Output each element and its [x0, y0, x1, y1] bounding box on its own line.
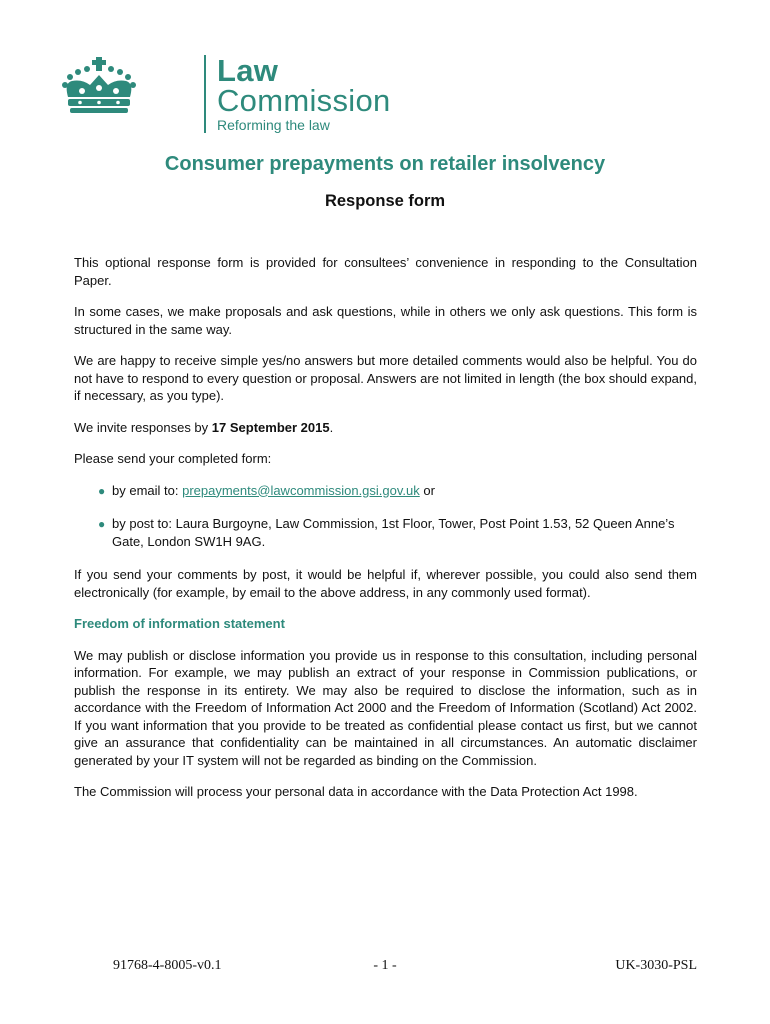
structure-paragraph: In some cases, we make proposals and ask questions, while in others we only ask questions. This form is structured in the same way. [74, 304, 697, 337]
email-link[interactable]: prepayments@lawcommission.gsi.gov.uk [182, 482, 420, 498]
email-prefix: by email to: [112, 482, 183, 498]
send-methods-list [74, 482, 697, 551]
electronic-paragraph: If you send your comments by post, it would be helpful if, wherever possible, you could also send them electronically (for example, by email to the above address, in any commonly used format). [74, 567, 697, 600]
send-instructions: Please send your completed form: [74, 451, 272, 466]
foi-paragraph: We may publish or disclose information you provide us in response to this consultation, including personal information. For example, we may publish an extract of your response in Commission publications, or publish the response in its entirety. We may also be required to disclose the information, such as in accordance with the Freedom of Information Act 2000 and the Freedom of Information (Scotland) Act 2002. If you want information that you provide to be treated as confidential please contact us first, but we cannot give an assurance that confidentiality can be maintained in all circumstances. An automatic disclaimer generated by your IT system will not be regarded as binding on the Commission. [74, 647, 697, 768]
document-body [74, 254, 697, 815]
footer-doc-id: 91768-4-8005-v0.1 [113, 958, 222, 973]
data-protection-paragraph: The Commission will process your personal data in accordance with the Data Protection Act 1998. [74, 784, 638, 799]
footer-page-number: - 1 - [373, 958, 397, 973]
email-suffix: or [419, 482, 435, 498]
list-item-post [74, 515, 697, 550]
logo-tagline: Reforming the law [217, 117, 330, 133]
deadline-prefix: We invite responses by [74, 419, 212, 435]
bullet-icon: ● [98, 483, 106, 498]
deadline-suffix: . [329, 419, 334, 435]
logo-line-1: Law [217, 53, 279, 88]
crown-icon [60, 55, 138, 115]
page-subtitle: Response form [324, 192, 446, 210]
page-title: Consumer prepayments on retailer insolvency [164, 153, 606, 175]
law-commission-logo [60, 53, 391, 135]
footer-reference: UK-3030-PSL [615, 958, 697, 973]
list-item-email [74, 482, 697, 500]
bullet-icon: ● [98, 517, 106, 531]
foi-heading: Freedom of information statement [74, 616, 285, 631]
intro-paragraph: This optional response form is provided for consultees’ convenience in responding to the Consultation Paper. [74, 255, 697, 288]
answers-paragraph: We are happy to receive simple yes/no answers but more detailed comments would also be helpful. You do not have to respond to every question or proposal. Answers are not limited in length (the box should expand, if necessary, as you type). [74, 353, 697, 403]
deadline-date: 17 September 2015 [211, 419, 330, 435]
logo-divider [204, 55, 206, 133]
deadline-paragraph [74, 419, 697, 437]
logo-line-2: Commission [217, 83, 391, 118]
post-address: by post to: Laura Burgoyne, Law Commission, 1st Floor, Tower, Post Point 1.53, 52 Queen Anne’s Gate, London SW1H 9AG. [112, 516, 675, 549]
